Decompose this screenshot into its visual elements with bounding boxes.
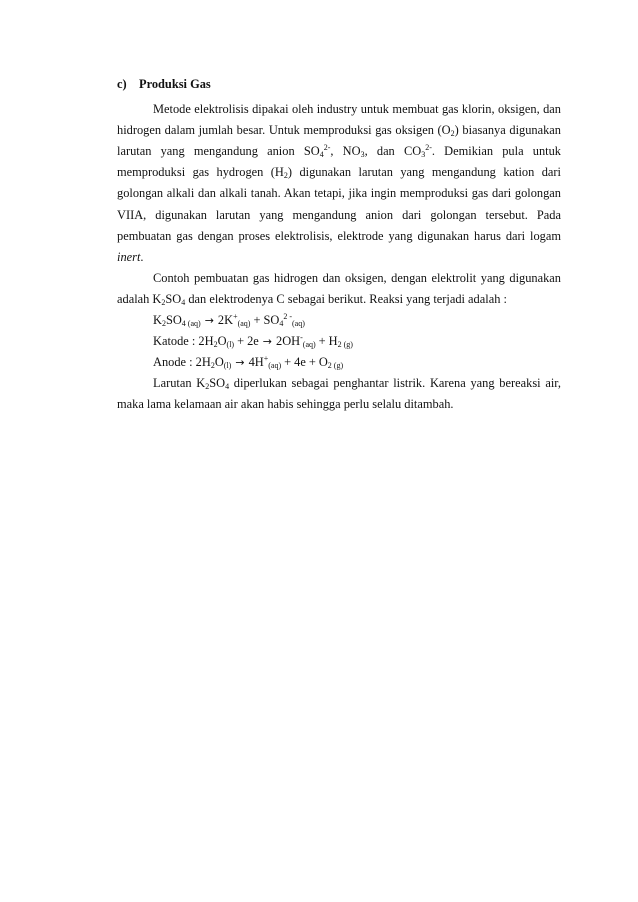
equation-plus: + — [237, 334, 245, 349]
equation-superscript: 2 - — [283, 312, 292, 322]
section-heading — [117, 74, 561, 95]
paragraph-text: Larutan K — [153, 376, 206, 391]
reaction-arrow-icon: → — [262, 335, 273, 349]
equation-term: SO — [263, 313, 280, 328]
paragraph-text: Metode elektrolisis dipakai oleh industry untuk membuat gas klorin, oksigen, dan hidrogen dalam jumlah besar. Untuk memproduksi gas oksigen (O — [117, 102, 561, 138]
equation-subscript: 2 (g) — [327, 361, 344, 371]
paragraph-contoh: Contoh pembuatan gas hidrogen dan oksigen, dengan elektrolit yang digunakan adalah $K_2SO_4$ dan elektrodenya C sebagai berikut. Reaksi yang terjadi adalah : — [117, 270, 561, 307]
paragraph-text: ) digunakan larutan yang mengandung kation dari golongan alkali dan alkali tanah. Akan tetapi, jika ingin memproduksi gas dari golongan VIIA, digunakan larutan yang mengandung anion dari golongan tersebut. Pada pembuatan gas dengan proses elektrolisis, elektrode yang digunakan harus dari logam — [117, 165, 561, 243]
equation-cathode: Katode : $2H_2O_{(l)} + 2e \to 2OH^-_{(aq)} + H_{2 (g)}$ — [153, 333, 353, 350]
section-title: Produksi Gas — [139, 77, 211, 91]
equation-plus: + — [284, 355, 292, 370]
equation-term: 4H — [248, 355, 264, 370]
reaction-arrow-icon: → — [235, 356, 245, 370]
paragraph-text: dan elektrodenya C sebagai berikut. Reaksi yang terjadi adalah : — [185, 291, 507, 306]
equation-term: 2H — [198, 334, 214, 349]
equation-superscript: - — [300, 333, 303, 343]
paragraph-text: . Demikian pula untuk memproduksi gas hydrogen (H — [117, 144, 561, 180]
paragraph-text: , dan CO — [364, 144, 422, 159]
equation-term: 4e — [294, 355, 306, 370]
equation-plus: + — [308, 355, 316, 370]
equation-term: O — [214, 355, 224, 370]
equation-plus: + — [253, 313, 261, 328]
equation-subscript: (aq) — [237, 319, 251, 329]
equation-subscript: (aq) — [291, 319, 305, 329]
paragraph-text: SO — [209, 376, 226, 391]
paragraph-text: diperlukan sebagai penghantar listrik. Karena yang bereaksi air, maka lama kelamaan air akan habis sehingga perlu selalu ditambah. — [117, 376, 561, 412]
equation-term: 2H — [195, 355, 211, 370]
paragraph-text: ) biasanya digunakan larutan yang mengandung anion SO — [117, 123, 561, 159]
equation-label: Katode : — [153, 334, 199, 349]
equation-dissociation: $K_2SO_{4 (aq)} \to 2K^+_{(aq)} + SO_4^{2 -}_{(aq)}$ — [153, 312, 305, 329]
italic-term: inert — [117, 249, 141, 264]
equation-term: SO — [165, 313, 182, 328]
equation-subscript: (l) — [226, 340, 235, 350]
equation-term: H — [328, 334, 338, 349]
page-content — [117, 74, 561, 416]
equation-subscript: 2 (g) — [337, 340, 353, 350]
equation-term: K — [153, 313, 162, 328]
paragraph-text: . — [140, 249, 144, 264]
paragraph-larutan: Larutan $K_2SO_4$ diperlukan sebagai penghantar listrik. Karena yang bereaksi air, maka lama kelamaan air akan habis sehingga perlu selalu ditambah. — [117, 376, 561, 412]
equation-term: O — [217, 334, 227, 349]
equation-term: 2e — [247, 334, 259, 349]
paragraph-text: Contoh pembuatan gas hidrogen dan oksigen, dengan elektrolit yang digunakan adalah K — [117, 270, 561, 306]
reaction-arrow-icon: → — [204, 314, 214, 328]
equation-term: 2OH — [276, 334, 301, 349]
paragraph-text: , NO — [330, 144, 361, 159]
paragraph-produksi-gas: Metode elektrolisis dipakai oleh industry untuk membuat gas klorin, oksigen, dan hidrogen dalam jumlah besar. Untuk memproduksi gas oksigen $(O_2)$ biasanya digunakan larutan yang mengandung anion $SO_4^{2-}$, $NO_3$, dan $CO_3^{2-}$. Demikian pula untuk memproduksi gas hydrogen $(H_2)$ digunakan larutan yang mengandung kation dari golongan alkali dan alkali tanah. Akan tetapi, jika ingin memproduksi gas dari golongan VIIA, digunakan larutan yang mengandung anion dari golongan tersebut. Pada pembuatan gas dengan proses elektrolisis, elektrode yang digunakan harus dari logam inert. — [117, 102, 561, 264]
equation-subscript: 4 (aq) — [181, 319, 201, 329]
equation-term: 2K — [217, 313, 234, 328]
equation-subscript: (l) — [223, 361, 232, 371]
paragraph-text: SO — [165, 291, 182, 306]
equation-anode: Anode : $2H_2O_{(l)} \to 4H^+_{(aq)} + 4e + O_{2 (g)}$ — [153, 354, 344, 371]
equation-term: O — [318, 355, 328, 370]
equation-subscript: (aq) — [302, 340, 316, 350]
section-number: c) — [117, 77, 127, 91]
equation-superscript: + — [263, 354, 269, 364]
equation-superscript: + — [233, 312, 238, 322]
equation-subscript: (aq) — [268, 361, 282, 371]
equation-plus: + — [318, 334, 326, 349]
equation-label: Anode : — [153, 355, 196, 370]
